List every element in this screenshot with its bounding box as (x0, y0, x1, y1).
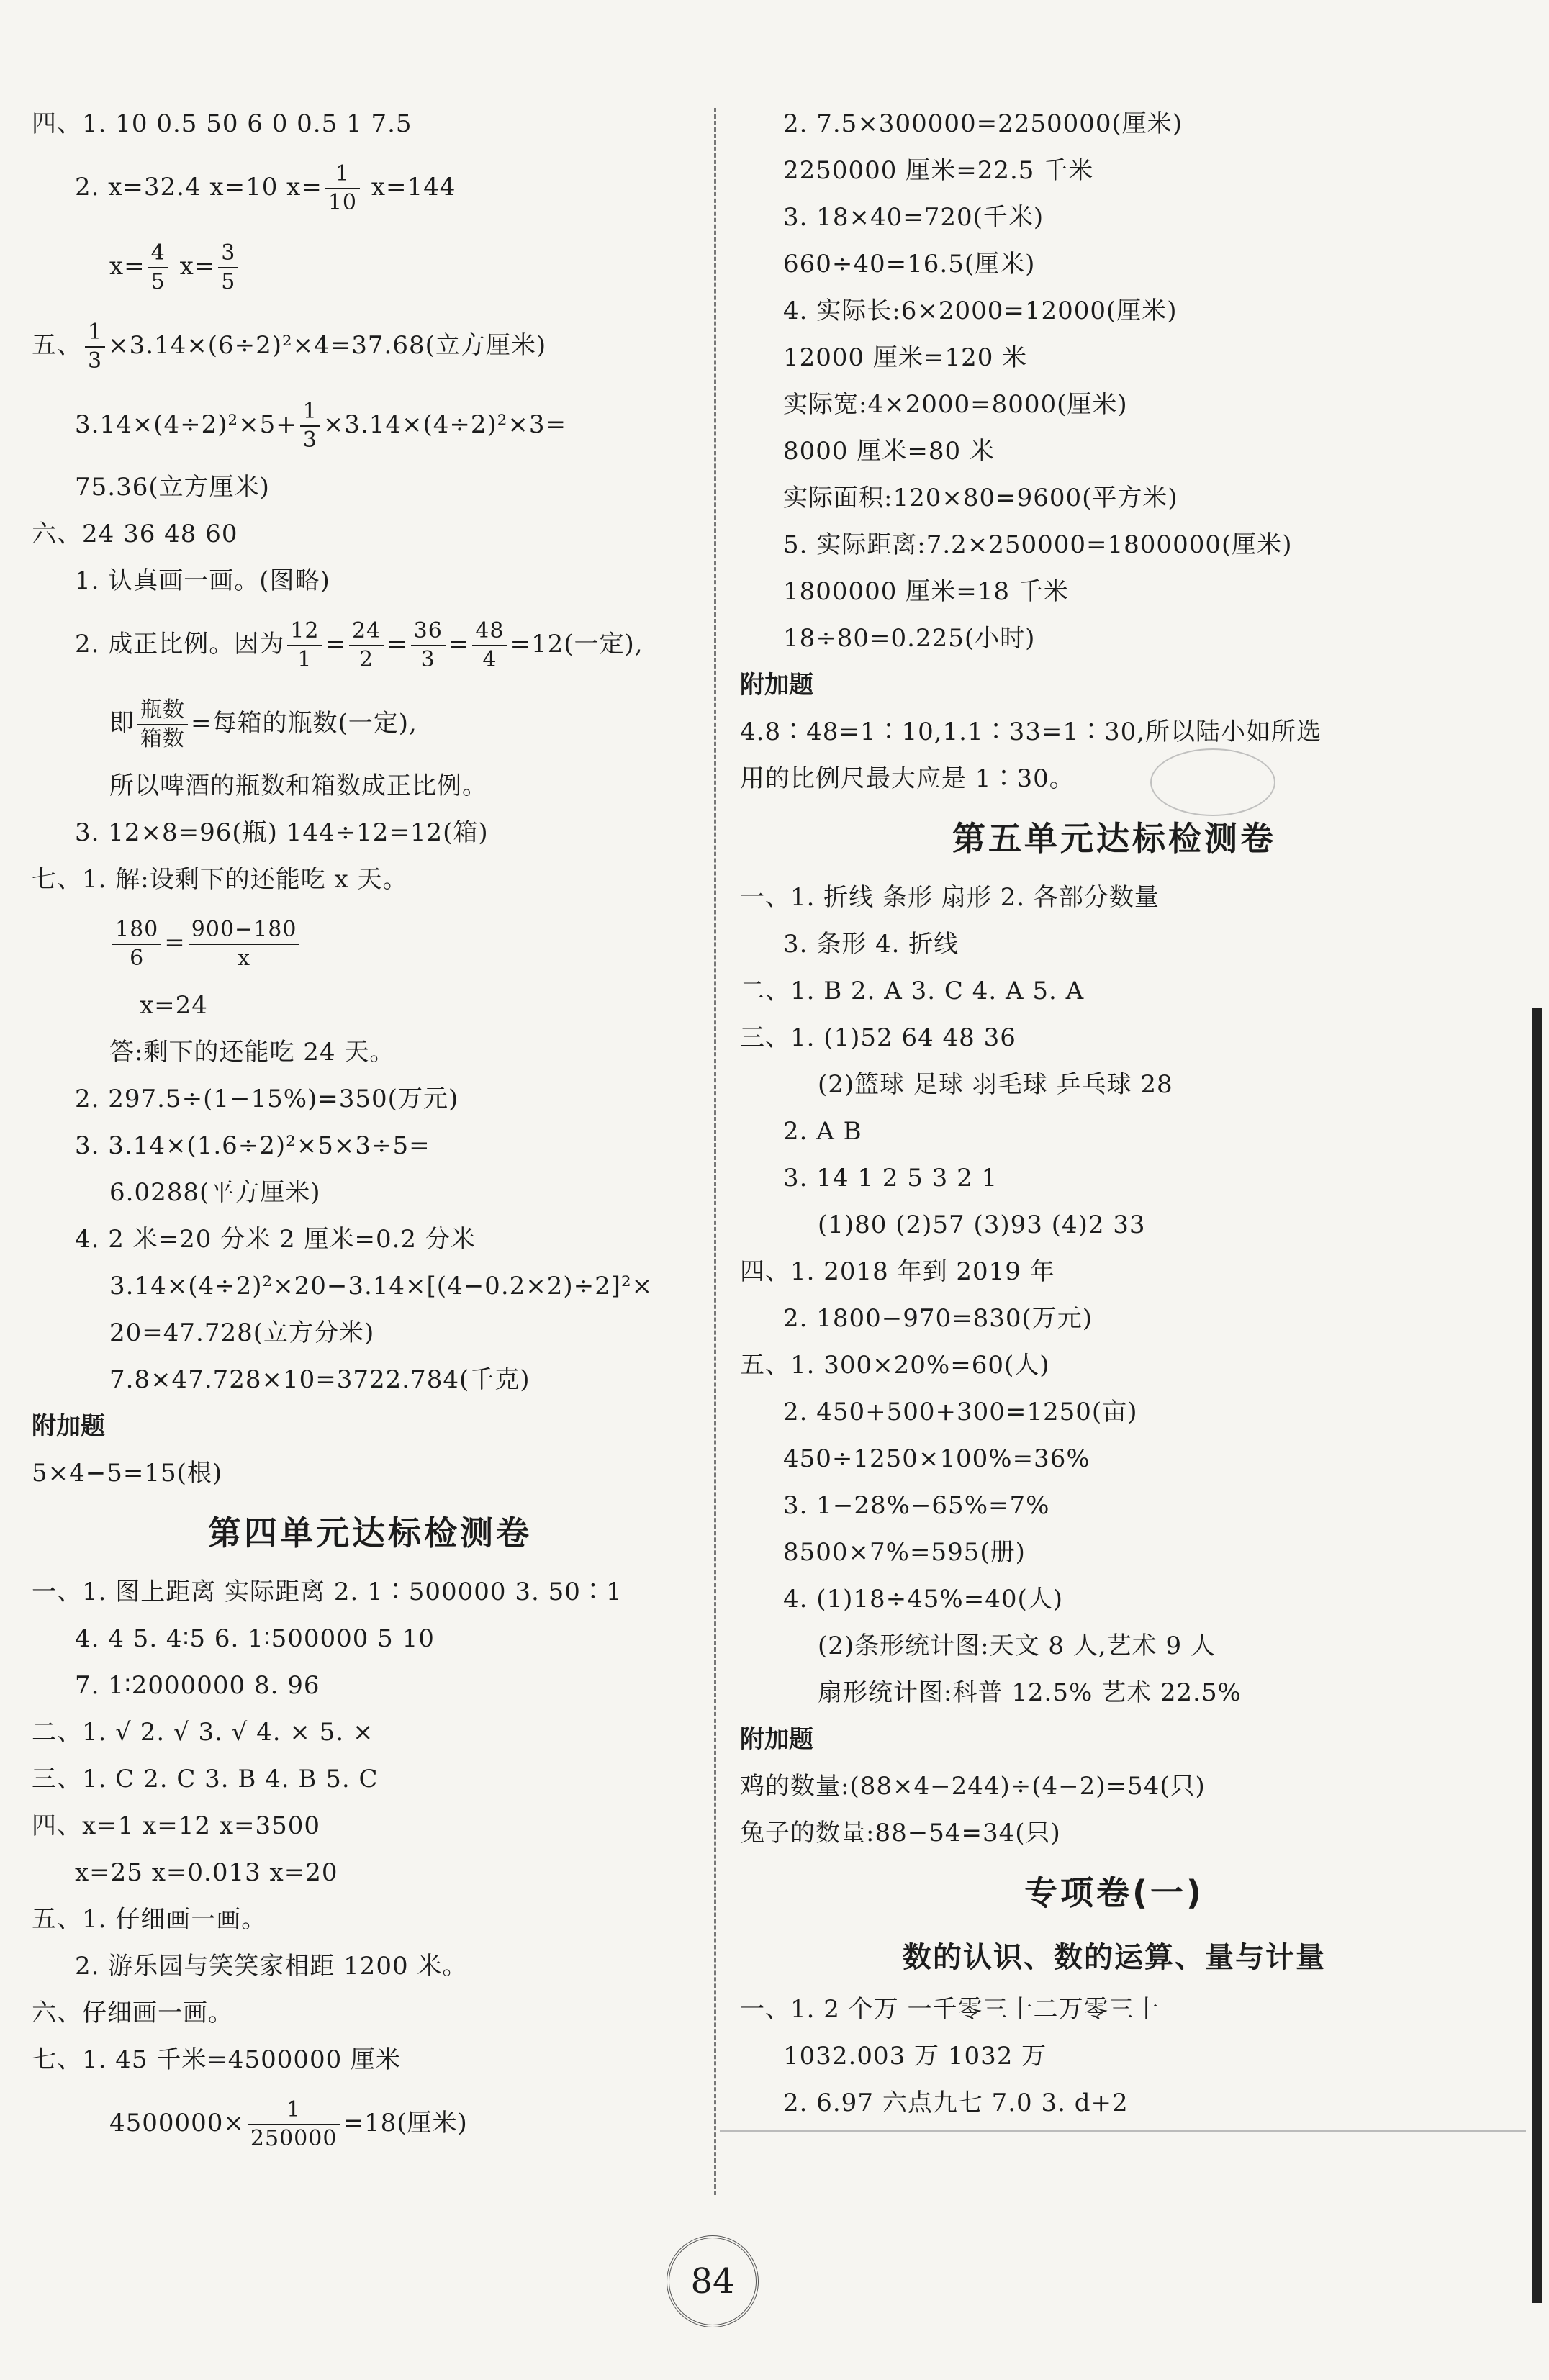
fraction: $\frac{900-180}{x}$ (189, 916, 300, 972)
fraction: $\frac{1}{3}$ (85, 319, 105, 375)
answer-line: 12000 厘米=120 米 (783, 343, 1028, 372)
answer-line: 8500×7%=595(册) (783, 1538, 1026, 1567)
answer-line (32, 148, 708, 227)
answer-line: 7. 1∶2000000 8. 96 (75, 1671, 320, 1700)
answer-line: 1. 认真画一画。(图略) (75, 566, 330, 595)
answer-line: 六、24 36 48 60 (32, 520, 238, 548)
answer-line: 3. 条形 4. 折线 (783, 930, 959, 959)
answer-line: 二、1. √ 2. √ 3. √ 4. × 5. × (32, 1718, 374, 1747)
answer-line: 三、1. C 2. C 3. B 4. B 5. C (32, 1765, 379, 1793)
answer-line: (2)篮球 足球 羽毛球 乒乓球 28 (818, 1070, 1173, 1099)
answer-text: x=144 (363, 173, 456, 202)
fraction: $\frac{3}{5}$ (218, 240, 238, 296)
answer-line: 七、1. 解:设剩下的还能吃 x 天。 (32, 865, 408, 894)
footer-rule (720, 2130, 1526, 2132)
answer-line: 二、1. B 2. A 3. C 4. A 5. A (740, 977, 1085, 1005)
left-column (32, 101, 708, 2163)
answer-line: 3. 3.14×(1.6÷2)²×5×3÷5= (75, 1131, 430, 1160)
answer-line: 2. 1800−970=830(万元) (783, 1304, 1093, 1333)
answer-line: 3.14×(4÷2)²×20−3.14×[(4−0.2×2)÷2]²× (109, 1272, 654, 1300)
section-title: 第四单元达标检测卷 (208, 1513, 532, 1552)
answer-line: 4. 2 米=20 分米 2 厘米=0.2 分米 (75, 1225, 476, 1254)
bonus-heading: 附加题 (32, 1412, 105, 1441)
answer-line: 四、1. 10 0.5 50 6 0 0.5 1 7.5 (32, 109, 412, 138)
answer-line: 6.0288(平方厘米) (109, 1178, 321, 1207)
answer-line: 2. 7.5×300000=2250000(厘米) (783, 109, 1183, 138)
right-column (740, 101, 1489, 2127)
answer-line: $\frac{180}{6}$ = $\frac{900-180}{x}$ (32, 903, 708, 982)
fraction: $\frac{1}{10}$ (325, 160, 360, 217)
answer-line: 5×4−5=15(根) (32, 1459, 223, 1488)
answer-line: 扇形统计图:科普 12.5% 艺术 22.5% (818, 1678, 1242, 1707)
answer-line: 五、1. 仔细画一画。 (32, 1905, 267, 1934)
answer-line: 450÷1250×100%=36% (783, 1444, 1090, 1473)
fraction: $\frac{24}{2}$ (349, 617, 384, 674)
answer-line: 实际面积:120×80=9600(平方米) (783, 484, 1178, 512)
answer-line: 4.8∶48=1∶10,1.1∶33=1∶30,所以陆小如所选 (740, 718, 1322, 746)
answer-line: 3. 1−28%−65%=7% (783, 1491, 1050, 1520)
answer-line: 一、1. 图上距离 实际距离 2. 1∶500000 3. 50∶1 (32, 1578, 623, 1606)
section-title: 第五单元达标检测卷 (952, 819, 1276, 858)
answer-line: 一、1. 2 个万 一千零三十二万零三十 (740, 1995, 1160, 2024)
answer-line: (1)80 (2)57 (3)93 (4)2 33 (818, 1211, 1146, 1239)
fraction: $\frac{1}{250000}$ (248, 2096, 340, 2153)
answer-line: 七、1. 45 千米=4500000 厘米 (32, 2045, 402, 2074)
answer-line: 1032.003 万 1032 万 (783, 2042, 1047, 2071)
answer-line: 3.14×(4÷2)²×5+ $\frac{1}{3}$ ×3.14×(4÷2)²×3= (75, 399, 567, 453)
answer-line: 4. 实际长:6×2000=12000(厘米) (783, 297, 1178, 325)
answer-line: 五、1. 300×20%=60(人) (740, 1351, 1050, 1380)
answer-line: 3. 18×40=720(千米) (783, 203, 1044, 232)
answer-line: 1800000 厘米=18 千米 (783, 577, 1069, 606)
answer-line: 75.36(立方厘米) (75, 473, 270, 502)
fraction: 瓶数 箱数 (137, 697, 188, 753)
answer-line: 三、1. (1)52 64 48 36 (740, 1023, 1016, 1052)
answer-line: 四、x=1 x=12 x=3500 (32, 1811, 321, 1840)
answer-line: 一、1. 折线 条形 扇形 2. 各部分数量 (740, 883, 1160, 912)
column-divider (714, 108, 716, 2195)
answer-text: 2. x=32.4 x=10 x= (75, 173, 322, 202)
answer-line: 20=47.728(立方分米) (109, 1318, 375, 1347)
answer-line: 所以啤酒的瓶数和箱数成正比例。 (109, 772, 487, 800)
answer-line: 5. 实际距离:7.2×250000=1800000(厘米) (783, 530, 1293, 559)
answer-line: 兔子的数量:88−54=34(只) (740, 1819, 1061, 1847)
answer-line: 7.8×47.728×10=3722.784(千克) (109, 1365, 530, 1394)
answer-line: x=25 x=0.013 x=20 (75, 1858, 338, 1887)
answer-line: 答:剩下的还能吃 24 天。 (109, 1038, 395, 1067)
answer-line: 4. (1)18÷45%=40(人) (783, 1585, 1064, 1614)
section-subtitle: 数的认识、数的运算、量与计量 (903, 1941, 1326, 1974)
answer-line: 3. 14 1 2 5 3 2 1 (783, 1164, 998, 1193)
answer-line: 2. 游乐园与笑笑家相距 1200 米。 (75, 1952, 468, 1981)
answer-line: 用的比例尺最大应是 1∶30。 (740, 764, 1075, 793)
answer-line: 实际宽:4×2000=8000(厘米) (783, 390, 1128, 419)
bonus-heading: 附加题 (740, 1725, 813, 1754)
answer-line: 3. 12×8=96(瓶) 144÷12=12(箱) (75, 818, 489, 847)
bonus-heading: 附加题 (740, 671, 813, 700)
fraction: $\frac{12}{1}$ (287, 617, 322, 674)
answer-line: (2)条形统计图:天文 8 人,艺术 9 人 (818, 1632, 1216, 1660)
faint-stamp-mark (1150, 748, 1275, 816)
binding-edge (1532, 1008, 1542, 2303)
fraction: $\frac{36}{3}$ (411, 617, 446, 674)
answer-line: 18÷80=0.225(小时) (783, 624, 1036, 653)
answer-line: 2. A B (783, 1117, 862, 1146)
answer-line: 2. 450+500+300=1250(亩) (783, 1398, 1138, 1426)
fraction: $\frac{180}{6}$ (112, 916, 161, 972)
answer-line: 4. 4 5. 4∶5 6. 1∶500000 5 10 (75, 1624, 435, 1653)
answer-line: 2. 297.5÷(1−15%)=350(万元) (75, 1085, 459, 1113)
answer-line: 六、仔细画一画。 (32, 1999, 233, 2027)
answer-line: x= $\frac{4}{5}$ x= $\frac{3}{5}$ (32, 227, 708, 306)
fraction: $\frac{4}{5}$ (148, 240, 168, 296)
fraction: $\frac{1}{3}$ (300, 398, 320, 454)
answer-line: 2. 成正比例。因为 $\frac{12}{1}$ = $\frac{24}{2}$ = $\frac{36}{3}$ = $\frac{48}{4}$ =12(一定), (75, 618, 643, 672)
answer-line: 8000 厘米=80 米 (783, 437, 995, 466)
answer-line: 即 瓶数 箱数 =每箱的瓶数(一定), (109, 697, 417, 751)
answer-line: x=24 (140, 991, 208, 1020)
answer-line: 鸡的数量:(88×4−244)÷(4−2)=54(只) (740, 1772, 1206, 1801)
fraction: $\frac{48}{4}$ (472, 617, 507, 674)
answer-line: 四、1. 2018 年到 2019 年 (740, 1257, 1055, 1286)
answer-line: 2250000 厘米=22.5 千米 (783, 156, 1094, 185)
answer-line: 2. 6.97 六点九七 7.0 3. d+2 (783, 2089, 1129, 2117)
answer-line: 五、 $\frac{1}{3}$ ×3.14×(6÷2)²×4=37.68(立方厘米) (32, 320, 547, 374)
section-title: 专项卷(一) (1024, 1873, 1205, 1912)
answer-line: 660÷40=16.5(厘米) (783, 250, 1036, 279)
answer-line: 4500000× $\frac{1}{250000}$ =18(厘米) (109, 2097, 468, 2151)
page-number: 84 (667, 2235, 759, 2327)
